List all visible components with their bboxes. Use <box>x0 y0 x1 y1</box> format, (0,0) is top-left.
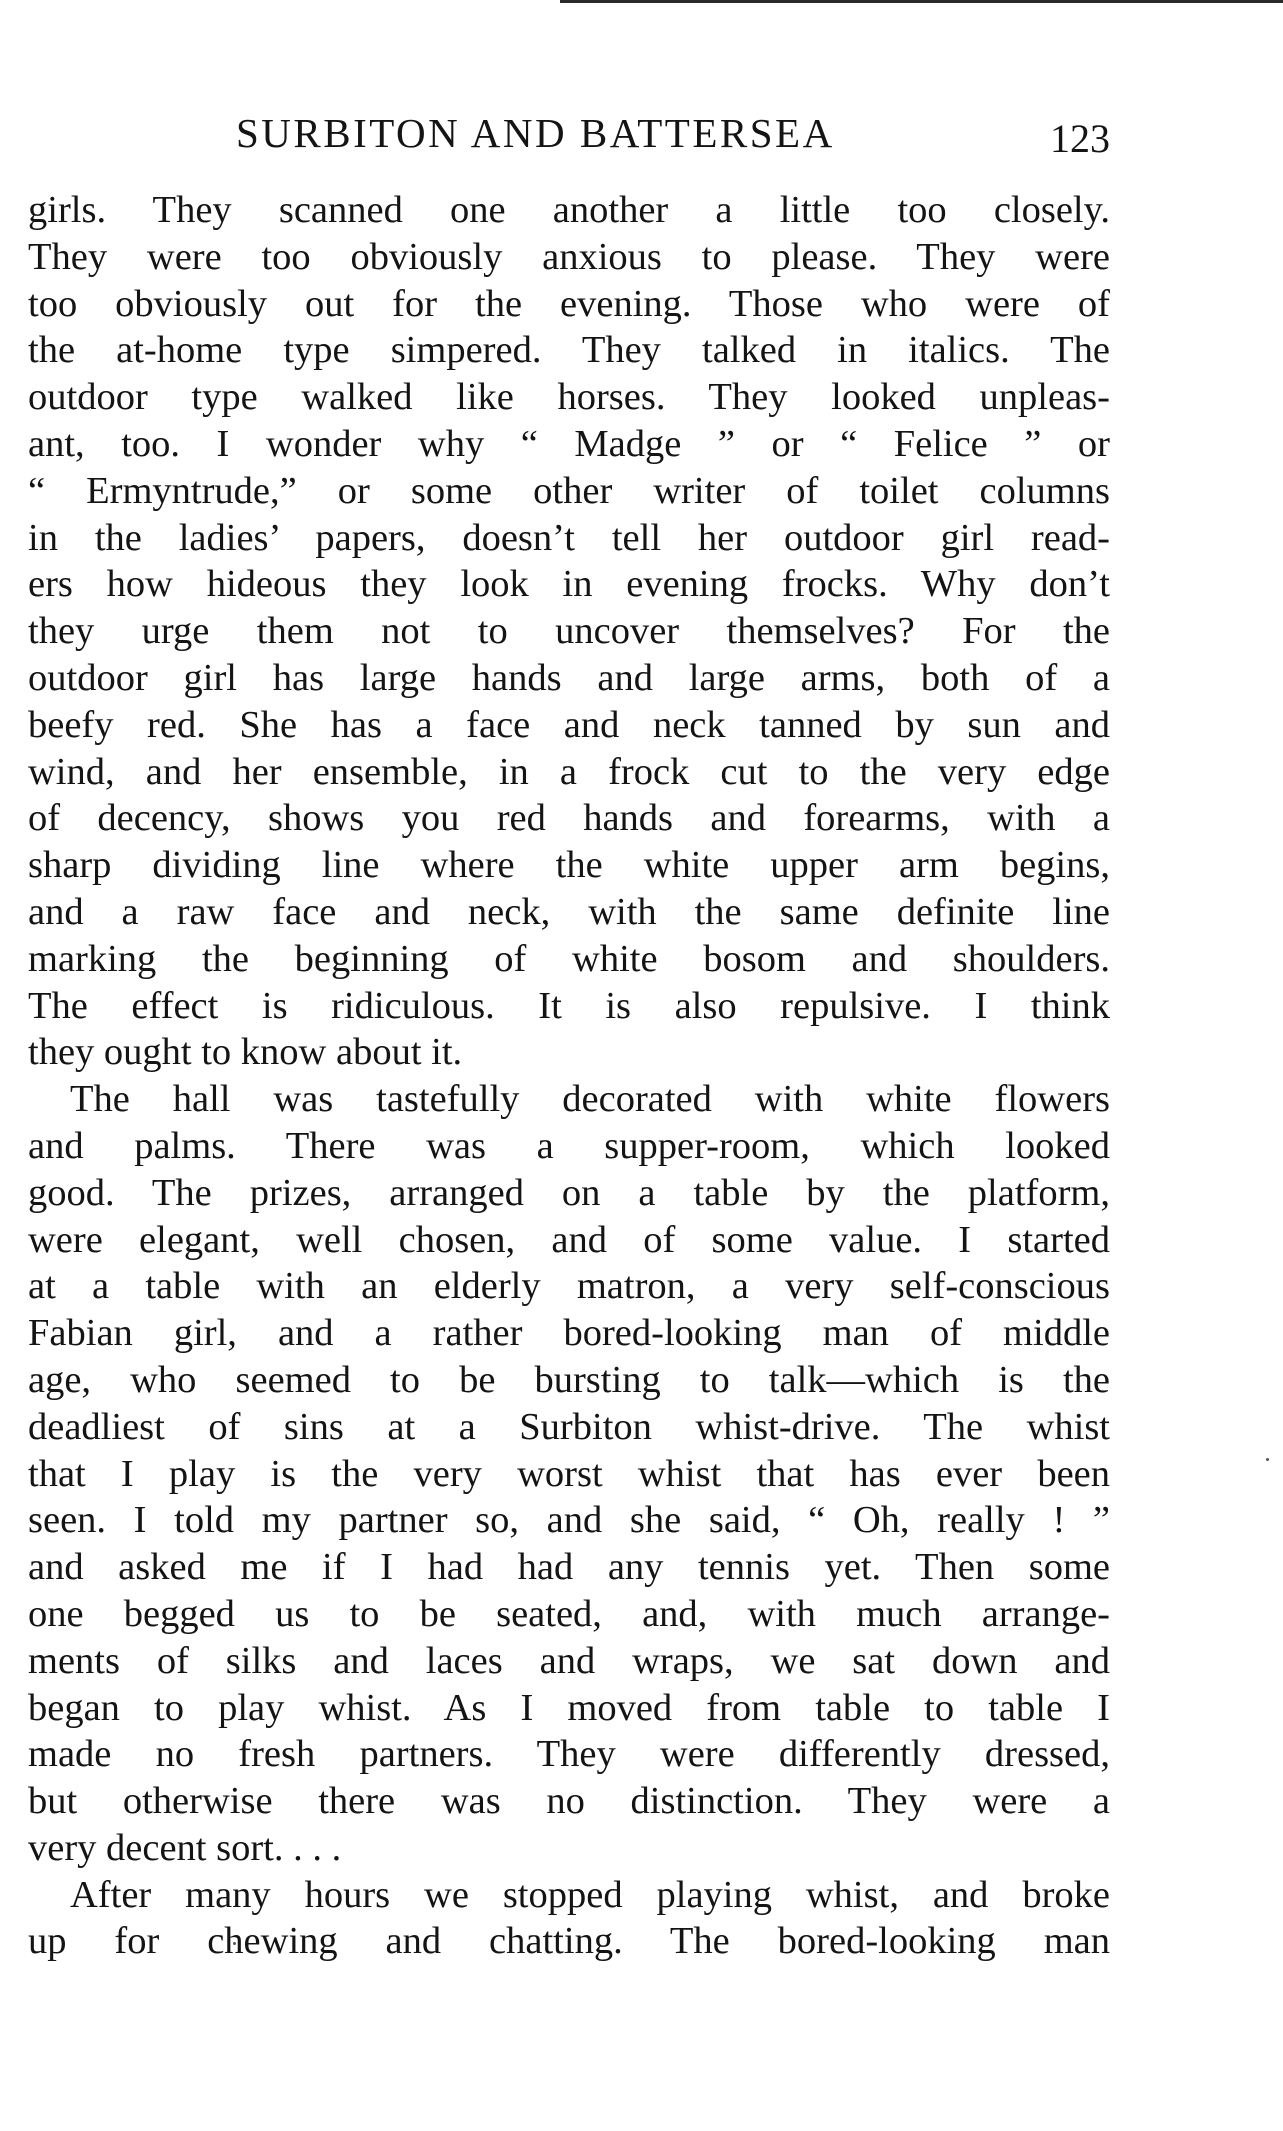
text-line: began to play whist. As I moved from table to table I <box>28 1686 1110 1729</box>
paragraph-end-line: they ought to know about it. <box>28 1031 463 1074</box>
text-line: and asked me if I had had any tennis yet. Then some <box>28 1546 1110 1589</box>
text-line: too obviously out for the evening. Those who were of <box>28 282 1110 325</box>
text-line: at a table with an elderly matron, a very self-conscious <box>28 1265 1110 1308</box>
text-line: marking the beginning of white bosom and shoulders. <box>28 937 1110 980</box>
text-line: age, who seemed to be bursting to talk—which is the <box>28 1358 1110 1401</box>
text-line: The effect is ridiculous. It is also repulsive. I think <box>28 984 1110 1027</box>
text-line: outdoor girl has large hands and large arms, both of a <box>28 656 1110 699</box>
text-line: ers how hideous they look in evening frocks. Why don’t <box>28 563 1110 606</box>
running-title: SURBITON AND BATTERSEA <box>236 110 835 156</box>
top-edge-rule <box>560 0 1283 3</box>
text-line: They were too obviously anxious to please. They were <box>28 235 1110 278</box>
scan-speck <box>1266 1458 1269 1461</box>
paragraph-start-line: After many hours we stopped playing whist, and broke <box>70 1873 1110 1916</box>
text-line: ments of silks and laces and wraps, we sat down and <box>28 1639 1110 1682</box>
text-line: they urge them not to uncover themselves? For the <box>28 610 1110 653</box>
text-line: good. The prizes, arranged on a table by the platform, <box>28 1171 1110 1214</box>
text-line: “ Ermyntrude,” or some other writer of toilet columns <box>28 469 1110 512</box>
text-line: up for chewing and chatting. The bored-looking man <box>28 1920 1110 1963</box>
page-number: 123 <box>1050 116 1110 161</box>
text-line: ant, too. I wonder why “ Madge ” or “ Felice ” or <box>28 422 1110 465</box>
text-line: made no fresh partners. They were differently dressed, <box>28 1733 1110 1776</box>
text-line: and a raw face and neck, with the same definite line <box>28 890 1110 933</box>
text-line: one begged us to be seated, and, with much arrange- <box>28 1592 1110 1635</box>
text-line: seen. I told my partner so, and she said, “ Oh, really ! ” <box>28 1499 1110 1542</box>
text-line: but otherwise there was no distinction. They were a <box>28 1780 1110 1823</box>
text-line: outdoor type walked like horses. They looked unpleas- <box>28 376 1110 419</box>
paragraph-end-line: very decent sort. . . . <box>28 1826 342 1869</box>
text-line: beefy red. She has a face and neck tanned by sun and <box>28 703 1110 746</box>
text-line: deadliest of sins at a Surbiton whist-drive. The whist <box>28 1405 1110 1448</box>
text-line: of decency, shows you red hands and forearms, with a <box>28 797 1110 840</box>
text-line: the at-home type simpered. They talked in italics. The <box>28 329 1110 372</box>
text-line: in the ladies’ papers, doesn’t tell her outdoor girl read- <box>28 516 1110 559</box>
page-header <box>28 100 1110 160</box>
text-line: girls. They scanned one another a little too closely. <box>28 189 1110 231</box>
paragraph-start-line: The hall was tastefully decorated with white flowers <box>70 1078 1110 1121</box>
text-line: wind, and her ensemble, in a frock cut to the very edge <box>28 750 1110 793</box>
text-line: and palms. There was a supper-room, which looked <box>28 1124 1110 1167</box>
text-line: were elegant, well chosen, and of some value. I started <box>28 1218 1110 1261</box>
text-line: sharp dividing line where the white upper arm begins, <box>28 844 1110 887</box>
body-text <box>28 187 1110 1965</box>
text-line: Fabian girl, and a rather bored-looking man of middle <box>28 1312 1110 1355</box>
text-line: that I play is the very worst whist that has ever been <box>28 1452 1110 1495</box>
